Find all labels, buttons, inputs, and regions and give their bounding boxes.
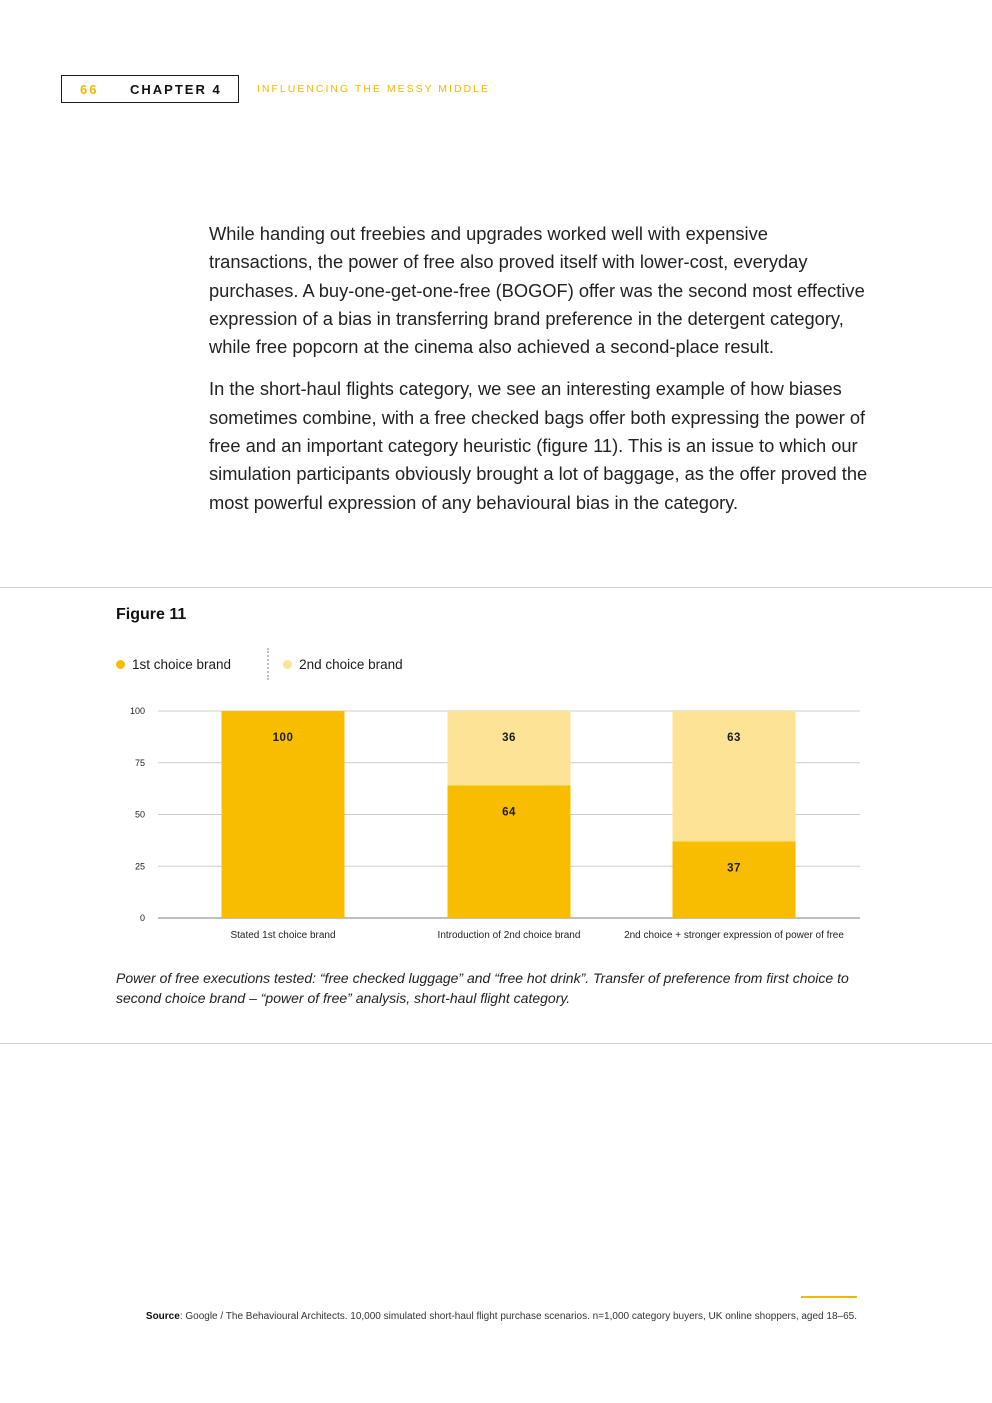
source-note	[0, 1311, 857, 1322]
source-accent-line	[801, 1296, 857, 1298]
legend-label: 2nd choice brand	[299, 656, 403, 672]
figure-top-divider	[0, 587, 992, 588]
bar-value-label: 36	[502, 732, 516, 744]
bar-segment-first-choice	[673, 841, 796, 918]
paragraph: While handing out freebies and upgrades worked well with expensive transactions, the power of free also proved itself with lower-cost, everyday purchases. A buy-one-get-one-free (BOGOF) offer was the second most effective expression of a bias in transferring brand preference in the detergent category, while free popcorn at the cinema also achieved a second-place result.	[209, 223, 865, 358]
y-tick-label: 100	[129, 706, 145, 716]
figure-title: Figure 11	[116, 606, 187, 623]
chapter-header-box	[61, 75, 239, 103]
bar-value-label: 63	[727, 732, 741, 744]
x-tick-label: Introduction of 2nd choice brand	[437, 930, 581, 941]
legend-item-first-choice	[116, 657, 231, 672]
page-number: 66	[80, 81, 99, 97]
x-tick-label: Stated 1st choice brand	[230, 930, 336, 941]
figure-caption: Power of free executions tested: “free checked luggage” and “free hot drink”. Transfer of preference from first choice to second choice brand – “power of free” analysis, short-haul flight category.	[116, 970, 849, 1006]
legend-label: 1st choice brand	[132, 656, 232, 672]
stacked-bar-chart	[0, 700, 992, 950]
chapter-label: CHAPTER 4	[130, 81, 222, 97]
running-title: INFLUENCING THE MESSY MIDDLE	[257, 83, 490, 95]
source-text: : Google / The Behavioural Architects. 10,000 simulated short-haul flight purchase scenarios. n=1,000 category buyers, UK online shoppers, aged 18–65.	[179, 1311, 857, 1322]
source-label: Source	[145, 1311, 180, 1322]
bar-value-label: 100	[272, 732, 294, 744]
bar-value-label: 64	[502, 806, 516, 819]
bar-value-label: 37	[727, 862, 741, 875]
bar-segment-second-choice	[673, 711, 796, 841]
bar-segment-first-choice	[448, 786, 571, 918]
y-tick-label: 0	[139, 913, 145, 923]
y-tick-label: 75	[134, 757, 145, 768]
body-text	[209, 220, 869, 531]
y-tick-label: 25	[134, 861, 145, 872]
legend-separator	[267, 648, 269, 680]
legend-dot-icon	[116, 660, 125, 669]
figure-bottom-divider	[0, 1043, 992, 1044]
paragraph: In the short-haul flights category, we see an interesting example of how biases sometimes combine, with a free checked bags offer both expressing the power of free and an important category heuristic (figure 11). This is an issue to which our simulation participants obviously brought a lot of baggage, as the offer proved the most powerful expression of any behavioural bias in the category.	[209, 378, 868, 513]
legend-item-second-choice	[283, 657, 403, 672]
chart-legend	[116, 648, 403, 680]
legend-dot-icon	[283, 660, 292, 669]
x-tick-label: 2nd choice + stronger expression of power of free	[624, 930, 844, 941]
y-tick-label: 50	[134, 809, 145, 820]
bar-segment-second-choice	[448, 711, 571, 786]
